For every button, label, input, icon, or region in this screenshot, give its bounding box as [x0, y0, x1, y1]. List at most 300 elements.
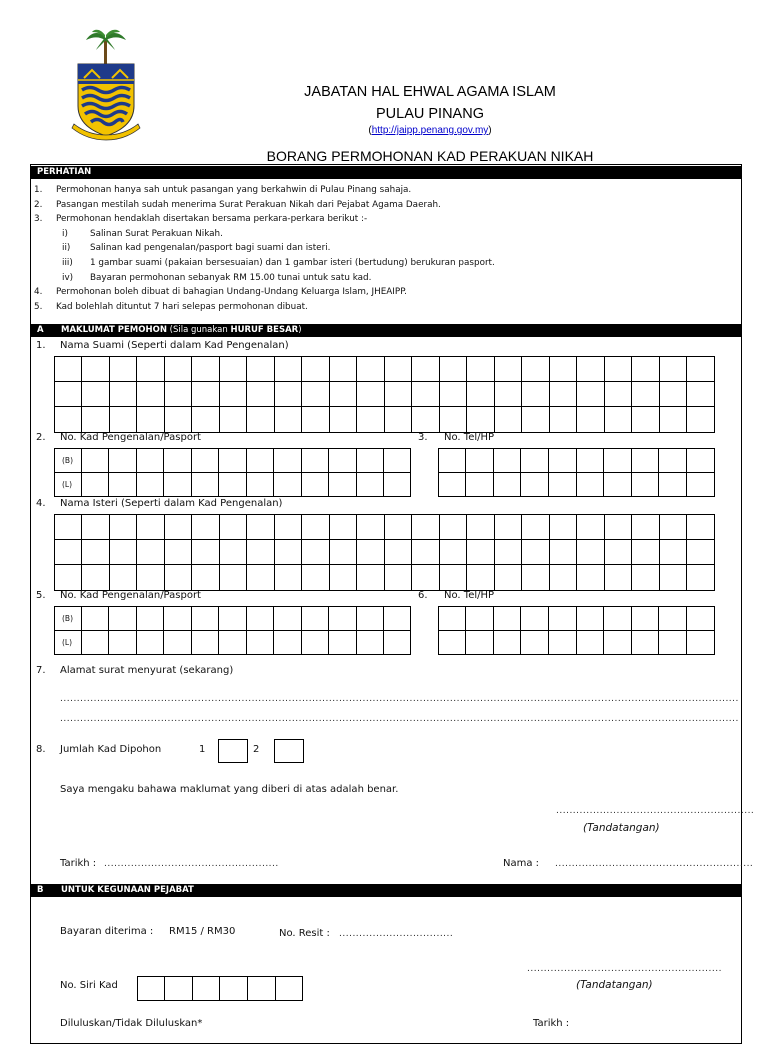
char-box[interactable] [521, 564, 550, 590]
char-box[interactable] [576, 630, 605, 655]
q6-number: 6. [418, 590, 428, 601]
char-box[interactable] [466, 539, 495, 565]
char-box[interactable] [191, 514, 220, 540]
char-box[interactable] [521, 406, 550, 432]
char-box[interactable] [384, 406, 413, 432]
char-box[interactable] [328, 606, 356, 631]
char-box[interactable] [659, 514, 688, 540]
char-box[interactable] [136, 448, 164, 473]
char-box[interactable] [658, 630, 687, 655]
char-box[interactable] [81, 630, 109, 655]
char-box[interactable] [521, 539, 550, 565]
char-box[interactable] [54, 564, 83, 590]
notice-item: 2. Pasangan mestilah sudah menerima Surat Perakuan Nikah dari Pejabat Agama Daerah. [34, 199, 441, 210]
q8-option-2-label: 2 [253, 744, 260, 755]
char-box[interactable] [494, 514, 523, 540]
char-box[interactable] [328, 472, 356, 497]
char-box[interactable] [164, 381, 193, 407]
char-box[interactable] [686, 381, 715, 407]
char-box[interactable] [246, 356, 275, 382]
q3-number: 3. [418, 432, 428, 443]
char-box[interactable] [163, 606, 191, 631]
char-box[interactable] [329, 514, 358, 540]
char-box[interactable] [219, 406, 248, 432]
char-box[interactable] [604, 564, 633, 590]
wife-name-grid[interactable] [54, 514, 714, 590]
char-box[interactable] [686, 448, 715, 473]
q8-number: 8. [36, 744, 46, 755]
char-box[interactable] [246, 406, 275, 432]
char-box[interactable] [549, 406, 578, 432]
char-box[interactable] [301, 381, 330, 407]
char-box[interactable] [686, 406, 715, 432]
website-link[interactable]: http://jaipp.penang.gov.my [371, 125, 489, 136]
char-box[interactable] [274, 514, 303, 540]
char-box[interactable] [494, 381, 523, 407]
char-box[interactable] [136, 630, 164, 655]
char-box[interactable] [164, 564, 193, 590]
q4-number: 4. [36, 498, 46, 509]
char-box[interactable] [301, 406, 330, 432]
char-box[interactable] [631, 564, 660, 590]
char-box[interactable] [191, 406, 220, 432]
char-box[interactable] [631, 406, 660, 432]
char-box[interactable] [329, 381, 358, 407]
char-box[interactable] [356, 564, 385, 590]
char-box[interactable] [548, 606, 577, 631]
char-box[interactable] [274, 406, 303, 432]
char-box[interactable] [549, 356, 578, 382]
char-box[interactable] [246, 448, 274, 473]
char-box[interactable] [549, 564, 578, 590]
char-box[interactable] [603, 630, 632, 655]
char-box[interactable] [466, 564, 495, 590]
char-box[interactable] [219, 564, 248, 590]
char-box[interactable] [246, 539, 275, 565]
char-box[interactable] [218, 606, 246, 631]
char-box[interactable] [384, 381, 413, 407]
char-box[interactable] [247, 976, 276, 1001]
applicant-signature-line[interactable]: ........................................................... [556, 806, 755, 816]
char-box[interactable] [604, 381, 633, 407]
char-box[interactable] [439, 539, 468, 565]
char-box[interactable] [631, 472, 660, 497]
char-box[interactable] [54, 539, 83, 565]
char-box[interactable] [548, 630, 577, 655]
receipt-line[interactable]: .................................. [339, 929, 454, 939]
date-line[interactable]: .................................................... [104, 859, 279, 869]
char-box[interactable] [164, 514, 193, 540]
char-box[interactable] [383, 448, 411, 473]
q7-label: Alamat surat menyurat (sekarang) [60, 665, 234, 676]
husband-name-grid[interactable] [54, 356, 714, 432]
char-box[interactable] [604, 539, 633, 565]
char-box[interactable] [631, 606, 660, 631]
char-box[interactable] [163, 472, 191, 497]
char-box[interactable] [658, 448, 687, 473]
website-line [200, 125, 660, 136]
q5-label: No. Kad Pengenalan/Pasport [60, 590, 201, 601]
char-box[interactable] [411, 356, 440, 382]
char-box[interactable] [191, 564, 220, 590]
char-box[interactable] [520, 630, 549, 655]
char-box[interactable] [273, 472, 301, 497]
husband-phone-grid[interactable] [438, 448, 714, 496]
char-box[interactable] [192, 976, 221, 1001]
char-box[interactable] [246, 381, 275, 407]
char-box[interactable] [384, 539, 413, 565]
char-box[interactable] [191, 381, 220, 407]
char-box[interactable] [273, 630, 301, 655]
char-box[interactable] [218, 472, 246, 497]
char-box[interactable] [411, 539, 440, 565]
payment-label: Bayaran diterima : [60, 926, 154, 937]
char-box[interactable] [54, 406, 83, 432]
section-a-header-bar [31, 324, 741, 337]
char-box[interactable] [439, 564, 468, 590]
char-box[interactable] [81, 539, 110, 565]
char-box[interactable] [383, 472, 411, 497]
char-box[interactable] [466, 381, 495, 407]
char-box[interactable] [466, 356, 495, 382]
char-box[interactable] [328, 448, 356, 473]
char-box[interactable] [219, 976, 248, 1001]
address-line-2[interactable]: .......................................................................................................................................................................................................... [60, 714, 739, 724]
char-box[interactable] [218, 630, 246, 655]
name-label: Nama : [503, 858, 540, 869]
char-box[interactable] [686, 472, 715, 497]
char-box[interactable] [549, 539, 578, 565]
char-box[interactable] [81, 564, 110, 590]
section-a-letter: A [37, 325, 44, 335]
char-box[interactable] [438, 472, 467, 497]
approval-date-label: Tarikh : [533, 1018, 570, 1029]
char-box[interactable] [631, 448, 660, 473]
char-box[interactable] [438, 606, 467, 631]
notice-item: 5. Kad bolehlah dituntut 7 hari selepas permohonan dibuat. [34, 301, 308, 312]
char-box[interactable] [576, 448, 605, 473]
char-box[interactable] [274, 539, 303, 565]
q2-number: 2. [36, 432, 46, 443]
char-box[interactable] [384, 356, 413, 382]
char-box[interactable] [301, 514, 330, 540]
char-box[interactable] [631, 514, 660, 540]
char-box[interactable] [136, 514, 165, 540]
char-box[interactable] [411, 381, 440, 407]
char-box[interactable] [604, 514, 633, 540]
char-box[interactable] [356, 472, 384, 497]
char-box[interactable] [274, 356, 303, 382]
char-box[interactable] [356, 630, 384, 655]
char-box[interactable] [659, 564, 688, 590]
char-box[interactable] [521, 381, 550, 407]
char-box[interactable] [109, 381, 138, 407]
char-box[interactable] [686, 356, 715, 382]
char-box[interactable] [438, 448, 467, 473]
char-box[interactable] [108, 448, 136, 473]
char-box[interactable] [466, 406, 495, 432]
char-box[interactable] [219, 539, 248, 565]
char-box[interactable] [246, 564, 275, 590]
char-box[interactable] [548, 448, 577, 473]
char-box[interactable] [329, 539, 358, 565]
char-box[interactable] [246, 606, 274, 631]
char-box[interactable] [219, 381, 248, 407]
char-box[interactable] [520, 448, 549, 473]
char-box[interactable] [301, 448, 329, 473]
char-box[interactable] [246, 514, 275, 540]
char-box[interactable] [465, 630, 494, 655]
char-box[interactable] [576, 381, 605, 407]
char-box[interactable] [136, 606, 164, 631]
declaration-text: Saya mengaku bahawa maklumat yang diberi di atas adalah benar. [60, 784, 399, 795]
char-box[interactable] [520, 606, 549, 631]
notice-subitem: i) Salinan Surat Perakuan Nikah. [62, 228, 223, 239]
char-box[interactable] [329, 406, 358, 432]
char-box[interactable] [164, 539, 193, 565]
char-box[interactable] [576, 356, 605, 382]
char-box[interactable] [438, 630, 467, 655]
char-box[interactable] [576, 606, 605, 631]
notice-subitem: ii) Salinan kad pengenalan/pasport bagi suami dan isteri. [62, 243, 331, 254]
char-box[interactable] [109, 514, 138, 540]
char-box[interactable] [164, 356, 193, 382]
char-box[interactable] [356, 448, 384, 473]
char-box[interactable] [356, 539, 385, 565]
officer-signature-caption: (Tandatangan) [576, 979, 653, 991]
char-box[interactable] [301, 630, 329, 655]
char-box[interactable] [108, 630, 136, 655]
card-serial-label: No. Siri Kad [60, 980, 118, 991]
char-box[interactable] [136, 356, 165, 382]
char-box[interactable] [659, 381, 688, 407]
char-box[interactable] [576, 472, 605, 497]
char-box[interactable] [549, 381, 578, 407]
char-box[interactable] [81, 472, 109, 497]
char-box[interactable] [631, 381, 660, 407]
state-name: PULAU PINANG [376, 106, 484, 122]
char-box[interactable] [273, 606, 301, 631]
char-box[interactable] [548, 472, 577, 497]
receipt-label: No. Resit : [279, 928, 330, 939]
char-box[interactable] [356, 381, 385, 407]
char-box[interactable] [356, 356, 385, 382]
char-box[interactable] [109, 539, 138, 565]
char-box[interactable] [109, 406, 138, 432]
char-box[interactable] [218, 448, 246, 473]
department-name: JABATAN HAL EHWAL AGAMA ISLAM [304, 84, 556, 100]
char-box[interactable] [659, 539, 688, 565]
husband-ic-grid[interactable] [54, 448, 411, 496]
section-b-letter: B [37, 885, 44, 895]
char-box[interactable] [465, 448, 494, 473]
char-box[interactable] [465, 606, 494, 631]
char-box[interactable] [494, 356, 523, 382]
char-box[interactable] [54, 356, 83, 382]
char-box[interactable] [576, 564, 605, 590]
char-box[interactable] [520, 472, 549, 497]
notice-item: 1. Permohonan hanya sah untuk pasangan yang berkahwin di Pulau Pinang sahaja. [34, 185, 412, 195]
char-box[interactable] [411, 406, 440, 432]
char-box[interactable] [576, 406, 605, 432]
char-box[interactable] [411, 514, 440, 540]
q8-option-1-checkbox[interactable] [218, 739, 248, 763]
char-box[interactable] [411, 564, 440, 590]
char-box[interactable] [163, 630, 191, 655]
char-box[interactable] [109, 356, 138, 382]
char-box[interactable] [521, 514, 550, 540]
char-box[interactable] [301, 472, 329, 497]
char-box[interactable] [136, 381, 165, 407]
char-box[interactable] [384, 514, 413, 540]
char-box[interactable] [81, 448, 109, 473]
notice-header-bar [31, 166, 741, 179]
char-box[interactable] [494, 564, 523, 590]
char-box[interactable] [686, 606, 715, 631]
char-box[interactable] [301, 356, 330, 382]
char-box[interactable] [549, 514, 578, 540]
char-box[interactable] [136, 564, 165, 590]
url-close-paren: ) [488, 125, 492, 136]
char-box[interactable] [576, 514, 605, 540]
char-box[interactable] [136, 406, 165, 432]
notice-item: 3. Permohonan hendaklah disertakan bersama perkara-perkara berikut :- [34, 214, 368, 225]
char-box[interactable] [191, 539, 220, 565]
char-box[interactable] [493, 448, 522, 473]
char-box[interactable] [301, 539, 330, 565]
notice-subitem: iv) Bayaran permohonan sebanyak RM 15.00 tunai untuk satu kad. [62, 272, 372, 283]
card-serial-grid[interactable] [137, 976, 303, 1000]
char-box[interactable] [604, 406, 633, 432]
section-b-title: UNTUK KEGUNAAN PEJABAT [61, 885, 194, 895]
char-box[interactable] [686, 514, 715, 540]
officer-signature-line[interactable]: .......................................................... [527, 964, 722, 974]
char-box[interactable] [631, 539, 660, 565]
date-label: Tarikh : [60, 858, 97, 869]
char-box[interactable] [108, 472, 136, 497]
wife-ic-grid[interactable] [54, 606, 411, 654]
char-box[interactable] [137, 976, 166, 1001]
char-box[interactable] [81, 514, 110, 540]
char-box[interactable] [494, 539, 523, 565]
char-box[interactable] [631, 356, 660, 382]
char-box[interactable] [54, 381, 83, 407]
char-box[interactable] [439, 514, 468, 540]
char-box[interactable] [329, 564, 358, 590]
char-box[interactable] [301, 606, 329, 631]
char-box[interactable] [493, 606, 522, 631]
char-box[interactable] [659, 406, 688, 432]
char-box[interactable] [383, 606, 411, 631]
char-box[interactable] [356, 606, 384, 631]
char-box[interactable] [164, 406, 193, 432]
char-box[interactable] [686, 630, 715, 655]
char-box[interactable] [493, 630, 522, 655]
char-box[interactable] [521, 356, 550, 382]
notice-list [34, 183, 495, 314]
char-box[interactable] [219, 514, 248, 540]
char-box[interactable] [603, 606, 632, 631]
ic-new-tag: (B) [62, 456, 73, 465]
char-box[interactable] [466, 514, 495, 540]
char-box[interactable] [136, 472, 164, 497]
char-box[interactable] [246, 472, 274, 497]
char-box[interactable] [54, 514, 83, 540]
char-box[interactable] [356, 406, 385, 432]
char-box[interactable] [604, 356, 633, 382]
char-box[interactable] [246, 630, 274, 655]
char-box[interactable] [273, 448, 301, 473]
char-box[interactable] [275, 976, 304, 1001]
char-box[interactable] [465, 472, 494, 497]
q8-option-2-checkbox[interactable] [274, 739, 304, 763]
char-box[interactable] [109, 564, 138, 590]
char-box[interactable] [163, 448, 191, 473]
q4-label: Nama Isteri (Seperti dalam Kad Pengenalan) [60, 498, 283, 509]
char-box[interactable] [81, 381, 110, 407]
char-box[interactable] [81, 406, 110, 432]
notice-subitem: iii) 1 gambar suami (pakaian bersesuaian) dan 1 gambar isteri (bertudung) berukuran pasport. [62, 257, 495, 268]
char-box[interactable] [658, 472, 687, 497]
q1-label: Nama Suami (Seperti dalam Kad Pengenalan) [60, 340, 289, 351]
address-line-1[interactable]: .......................................................................................................................................................................................................... [60, 694, 739, 704]
notice-title: PERHATIAN [37, 167, 92, 177]
char-box[interactable] [439, 381, 468, 407]
char-box[interactable] [191, 606, 219, 631]
wife-phone-grid[interactable] [438, 606, 714, 654]
char-box[interactable] [576, 539, 605, 565]
char-box[interactable] [274, 381, 303, 407]
char-box[interactable] [493, 472, 522, 497]
char-box[interactable] [603, 472, 632, 497]
char-box[interactable] [631, 630, 660, 655]
char-box[interactable] [686, 564, 715, 590]
char-box[interactable] [191, 448, 219, 473]
q1-number: 1. [36, 340, 46, 351]
name-line[interactable]: ........................................................... [555, 859, 754, 869]
char-box[interactable] [686, 539, 715, 565]
char-box[interactable] [356, 514, 385, 540]
char-box[interactable] [81, 606, 109, 631]
notice-item: 4. Permohonan boleh dibuat di bahagian Undang-Undang Keluarga Islam, JHEAIPP. [34, 287, 407, 298]
char-box[interactable] [219, 356, 248, 382]
char-box[interactable] [658, 606, 687, 631]
char-box[interactable] [603, 448, 632, 473]
char-box[interactable] [191, 356, 220, 382]
q6-label: No. Tel/HP [444, 590, 495, 601]
char-box[interactable] [659, 356, 688, 382]
q8-option-1-label: 1 [199, 744, 206, 755]
char-box[interactable] [383, 630, 411, 655]
q3-label: No. Tel/HP [444, 432, 495, 443]
char-box[interactable] [384, 564, 413, 590]
char-box[interactable] [274, 564, 303, 590]
applicant-signature-caption: (Tandatangan) [583, 822, 660, 834]
char-box[interactable] [328, 630, 356, 655]
char-box[interactable] [81, 356, 110, 382]
char-box[interactable] [439, 356, 468, 382]
ic-old-tag: (L) [62, 480, 73, 489]
char-box[interactable] [301, 564, 330, 590]
char-box[interactable] [191, 630, 219, 655]
char-box[interactable] [191, 472, 219, 497]
char-box[interactable] [329, 356, 358, 382]
char-box[interactable] [136, 539, 165, 565]
char-box[interactable] [164, 976, 193, 1001]
char-box[interactable] [494, 406, 523, 432]
char-box[interactable] [108, 606, 136, 631]
char-box[interactable] [439, 406, 468, 432]
